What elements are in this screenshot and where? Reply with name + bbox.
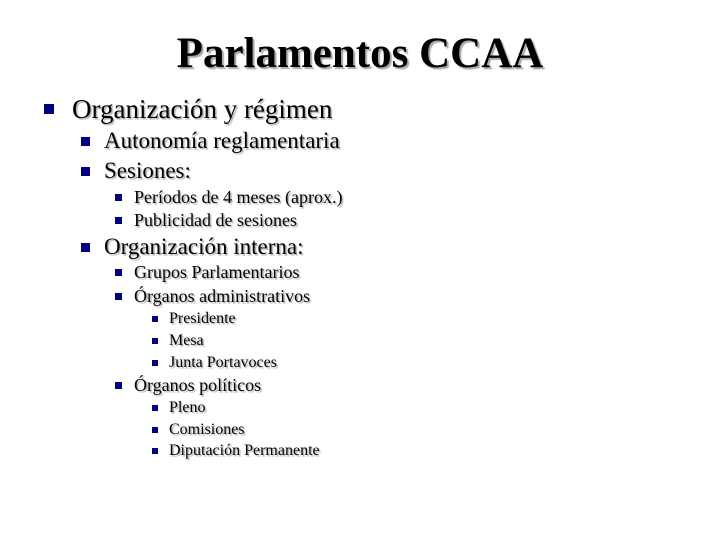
bullet-text: Órganos administrativos [134,285,311,306]
square-bullet-icon [115,269,122,276]
bullet-text: Organización y régimen [72,93,333,124]
square-bullet-icon [115,217,122,224]
bullet-item-level4 [152,352,277,374]
bullet-item-level3 [115,260,299,284]
bullet-text: Junta Portavoces [169,354,277,371]
square-bullet-icon [152,405,158,411]
bullet-item-level4 [152,440,320,462]
square-bullet-icon [152,448,158,454]
bullet-text: Mesa [169,332,204,349]
bullet-item-level3 [115,208,297,232]
bullet-item-level3 [115,185,342,209]
square-bullet-icon [152,427,158,433]
bullet-text: Organización interna: [104,234,304,259]
bullet-text: Períodos de 4 meses (aprox.) [134,186,343,207]
bullet-item-level3 [115,373,261,397]
bullet-item-level4 [152,419,245,441]
square-bullet-icon [152,338,158,344]
bullet-text: Publicidad de sesiones [134,209,297,230]
bullet-item-level4 [152,397,205,419]
square-bullet-icon [81,137,90,146]
square-bullet-icon [152,316,158,322]
square-bullet-icon [115,194,122,201]
bullet-item-level2 [81,157,191,185]
square-bullet-icon [152,360,158,366]
bullet-item-level3 [115,284,310,308]
bullet-item-level4 [152,308,236,330]
bullet-item-level1 [44,91,332,127]
square-bullet-icon [81,167,90,176]
square-bullet-icon [115,382,122,389]
square-bullet-icon [115,293,122,300]
bullet-item-level2 [81,233,303,261]
bullet-text: Comisiones [169,421,245,438]
square-bullet-icon [81,243,90,252]
bullet-text: Diputación Permanente [169,442,320,459]
bullet-text: Pleno [169,399,206,416]
bullet-text: Autonomía reglamentaria [104,128,340,153]
square-bullet-icon [44,104,54,114]
bullet-text: Sesiones: [104,158,191,183]
slide-title: Parlamentos CCAA [176,30,544,77]
bullet-item-level4 [152,330,204,352]
bullet-text: Grupos Parlamentarios [134,261,300,282]
bullet-text: Órganos políticos [134,374,262,395]
bullet-text: Presidente [169,310,236,327]
bullet-item-level2 [81,127,340,155]
